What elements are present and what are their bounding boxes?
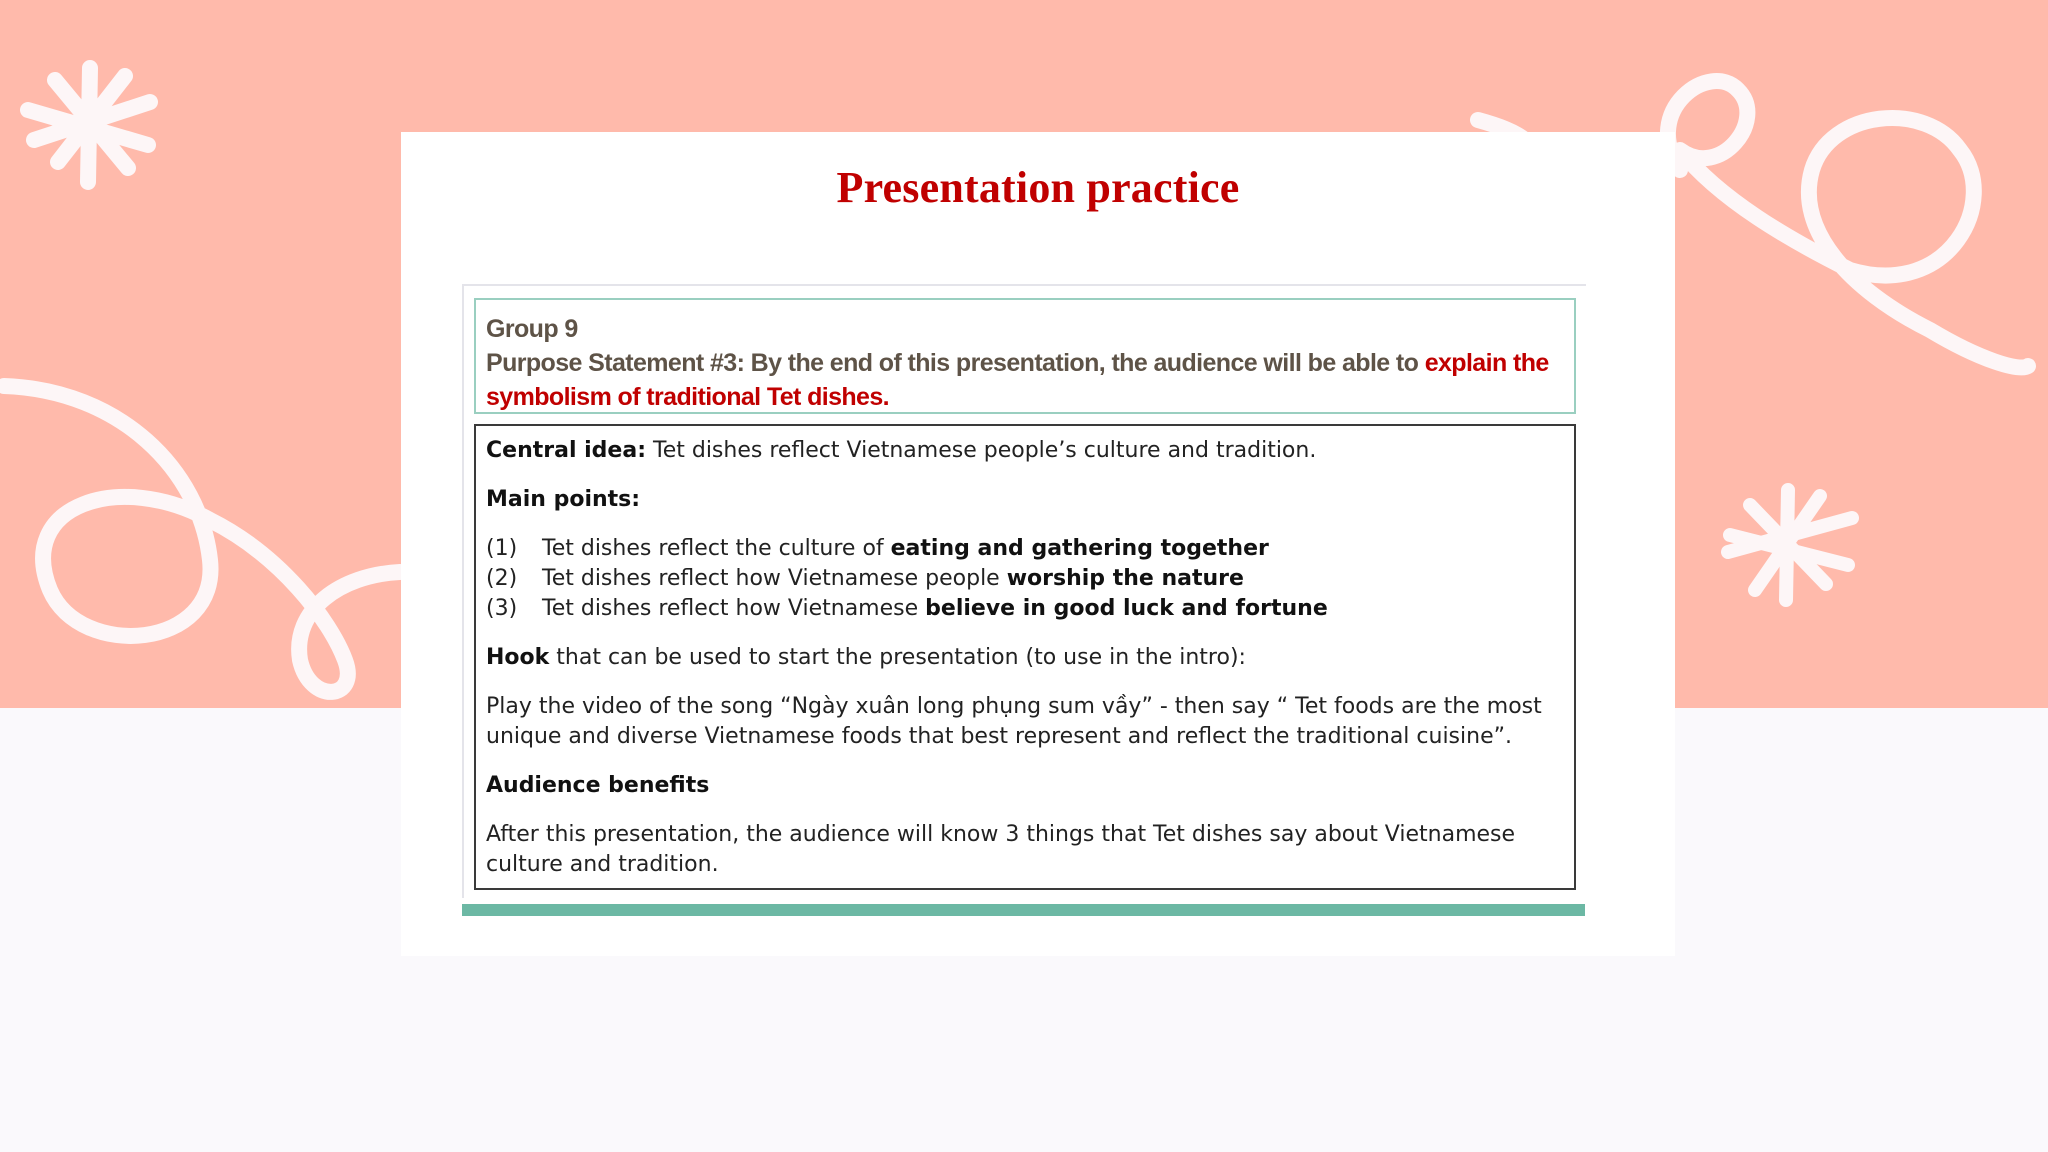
group-label: Group 9 (486, 315, 578, 343)
hook-label: Hook (486, 645, 550, 670)
main-point-item (486, 564, 1562, 594)
main-points-label: Main points: (486, 487, 641, 512)
benefits-text: After this presentation, the audience will know 3 things that Tet dishes say about Vietnamese culture and tradition. (486, 822, 1516, 877)
main-point-number: (2) (486, 566, 518, 591)
benefits-label: Audience benefits (486, 773, 710, 798)
main-point-plain: Tet dishes reflect how Vietnamese (542, 596, 926, 621)
central-idea-text: Tet dishes reflect Vietnamese people’s culture and tradition. (646, 438, 1317, 463)
main-point-bold: worship the nature (1006, 566, 1244, 591)
main-point-plain: Tet dishes reflect how Vietnamese people (542, 566, 1007, 591)
main-point-bold: eating and gathering together (890, 536, 1269, 561)
content-box (474, 424, 1576, 890)
main-point-item (486, 534, 1562, 564)
panel-accent-bar (462, 904, 1585, 916)
purpose-box (474, 298, 1576, 414)
slide-card (401, 132, 1675, 956)
main-point-item (486, 594, 1562, 624)
main-point-text (542, 564, 1244, 594)
asterisk-top-left-icon (28, 68, 150, 182)
purpose-statement (486, 349, 1549, 411)
main-point-plain: Tet dishes reflect the culture of (542, 536, 891, 561)
main-point-number: (3) (486, 596, 518, 621)
purpose-statement-highlight: explain the symbolism of traditional Tet dishes. (486, 349, 1549, 411)
main-point-number: (1) (486, 536, 518, 561)
main-point-text (542, 594, 1328, 624)
central-idea-label: Central idea: (486, 438, 646, 463)
outline-panel (462, 284, 1586, 898)
squiggle-left (4, 386, 400, 692)
hook-detail: Play the video of the song “Ngày xuân long phụng sum vầy” - then say “ Tet foods are the most unique and diverse Vietnamese foods that best represent and reflect the traditional cuisine”. (486, 694, 1542, 749)
asterisk-right-icon (1728, 490, 1852, 600)
main-points-heading (486, 485, 1562, 515)
main-point-text (542, 534, 1269, 564)
central-idea (486, 436, 1562, 466)
slide-title: Presentation practice (836, 163, 1240, 212)
main-point-bold: believe in good luck and fortune (925, 596, 1328, 621)
hook-text: that can be used to start the presentation (to use in the intro): (549, 645, 1246, 670)
hook-line (486, 643, 1562, 673)
benefits-heading (486, 771, 1562, 801)
purpose-statement-prefix: Purpose Statement #3: By the end of this presentation, the audience will be able to (486, 349, 1425, 377)
main-points-list (486, 534, 1562, 624)
